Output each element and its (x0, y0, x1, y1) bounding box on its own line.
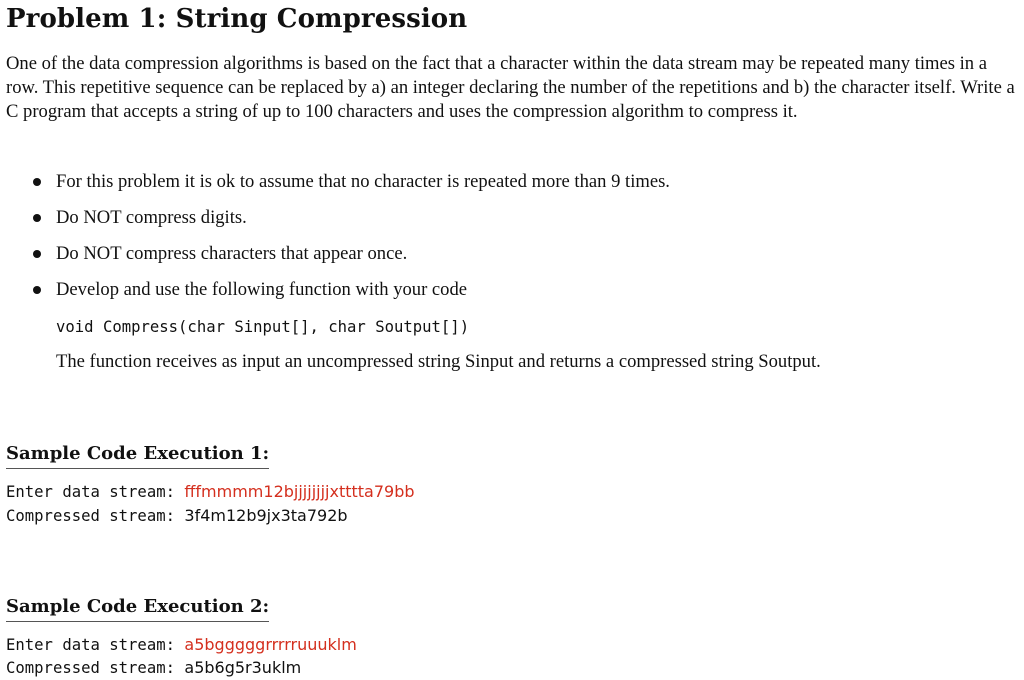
function-description: The function receives as input an uncompressed string Sinput and returns a compressed string Soutput. (56, 351, 821, 372)
requirement-text: For this problem it is ok to assume that no character is repeated more than 9 times. (56, 171, 670, 192)
compressed-stream-label: Compressed stream: (6, 507, 185, 525)
requirement-text: Develop and use the following function with your code (56, 279, 468, 300)
compressed-stream-label: Compressed stream: (6, 659, 185, 677)
enter-data-label: Enter data stream: (6, 483, 185, 501)
requirement-text: Do NOT compress characters that appear once. (56, 243, 408, 264)
sample-2-heading: Sample Code Execution 2: (6, 596, 269, 622)
sample-1-input-value: fffmmmm12bjjjjjjjjxtttta79bb (184, 482, 415, 501)
bullet-dot-icon (33, 178, 41, 186)
sample-2-output-value: a5b6g5r3uklm (184, 658, 302, 677)
requirements-list (56, 170, 1016, 314)
bullet-dot-icon (33, 250, 41, 258)
bullet-dot-icon (33, 214, 41, 222)
sample-2-input-value: a5bgggggrrrrruuuklm (184, 635, 357, 654)
sample-2-input-line (6, 633, 357, 657)
page-title: Problem 1: String Compression (6, 4, 468, 34)
requirement-text: Do NOT compress digits. (56, 207, 247, 228)
requirement-item (56, 206, 1016, 242)
sample-1-output-value: 3f4m12b9jx3ta792b (184, 506, 348, 525)
problem-description: One of the data compression algorithms is based on the fact that a character within the data stream may be repeated many times in a row. This repetitive sequence can be replaced by a) an integer declaring the number of the repetitions and b) the character itself. Write a C program that accepts a string of up to 100 characters and uses the compression algorithm to compress it. (6, 53, 1015, 122)
function-signature: void Compress(char Sinput[], char Soutput[]) (56, 318, 470, 336)
sample-2-output-line (6, 656, 301, 680)
sample-1-output-line (6, 504, 348, 528)
requirement-item (56, 170, 1016, 206)
bullet-dot-icon (33, 286, 41, 294)
sample-1-input-line (6, 480, 415, 504)
enter-data-label: Enter data stream: (6, 636, 185, 654)
requirement-item (56, 242, 1016, 278)
requirement-item (56, 278, 1016, 314)
sample-1-heading: Sample Code Execution 1: (6, 443, 269, 469)
